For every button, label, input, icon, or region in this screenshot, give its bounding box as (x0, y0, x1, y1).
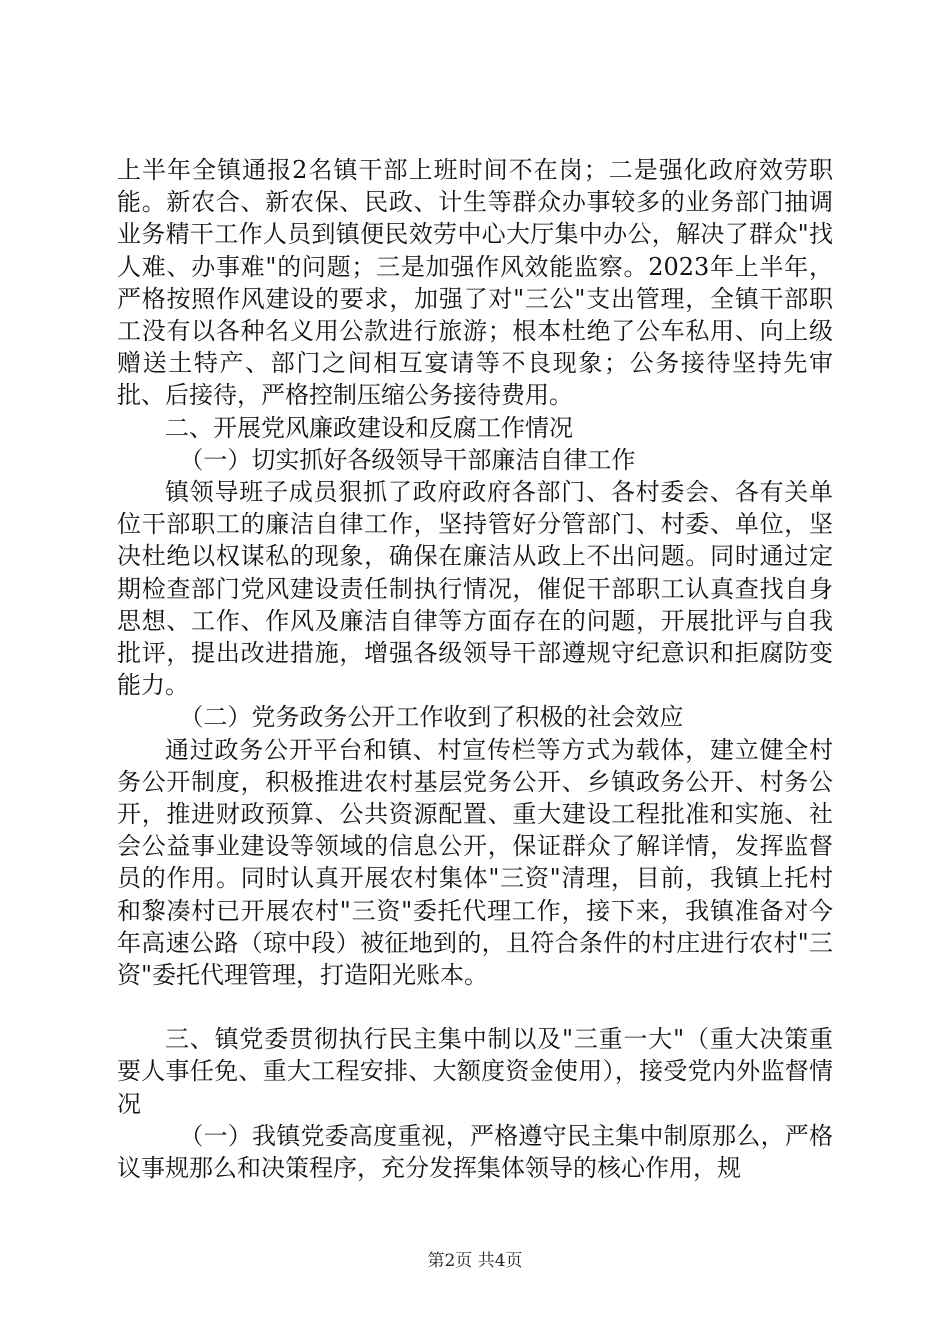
paragraph-gap (117, 991, 833, 1023)
subsection-heading-2-1: （一）切实抓好各级领导干部廉洁自律工作 (179, 445, 636, 474)
page-number: 第2页 共4页 (427, 1251, 523, 1271)
paragraph-integrity: 镇领导班子成员狠抓了政府政府各部门、各村委会、各有关单位干部职工的廉洁自律工作，坚持管好分管部门、村委、单位，坚决杜绝以权谋私的现象，确保在廉洁从政上不出问题。同时通过定期检查部门党风建设责任制执行情况，催促干部职工认真查找自身思想、工作、作风及廉洁自律等方面存在的问题，开展批评与自我批评，提出改进措施，增强各级领导干部遵规守纪意识和拒腐防变能力。 (117, 478, 833, 700)
document-body (117, 154, 833, 1184)
subsection-heading-2-2: （二）党务政务公开工作收到了积极的社会效应 (179, 703, 684, 732)
section-heading-2: 二、开展党风廉政建设和反腐工作情况 (165, 413, 573, 442)
paragraph-disclosure: 通过政务公开平台和镇、村宣传栏等方式为载体，建立健全村务公开制度，积极推进农村基层党务公开、乡镇政务公开、村务公开，推进财政预算、公共资源配置、重大建设工程批准和实施、社会公益事业建设等领域的信息公开，保证群众了解详情，发挥监督员的作用。同时认真开展农村集体"三资"清理，目前，我镇上托村和黎凑村已开展农村"三资"委托代理工作，接下来，我镇准备对今年高速公路（琼中段）被征地到的，且符合条件的村庄进行农村"三资"委托代理管理，打造阳光账本。 (117, 735, 833, 990)
paragraph-continuation: 上半年全镇通报2名镇干部上班时间不在岗；二是强化政府效劳职能。新农合、新农保、民政、计生等群众办事较多的业务部门抽调业务精干工作人员到镇便民效劳中心大厅集中办公，解决了群众"找人难、办事难"的问题；三是加强作风效能监察。2023年上半年，严格按照作风建设的要求，加强了对"三公"支出管理，全镇干部职工没有以各种名义用公款进行旅游；根本杜绝了公车私用、向上级赠送土特产、部门之间相互宴请等不良现象；公务接待坚持先审批、后接待，严格控制压缩公务接待费用。 (117, 156, 833, 410)
paragraph-democratic-centralism: （一）我镇党委高度重视，严格遵守民主集中制原那么，严格议事规那么和决策程序，充分发挥集体领导的核心作用，规 (117, 1121, 833, 1183)
section-heading-3: 三、镇党委贯彻执行民主集中制以及"三重一大"（重大决策重要人事任免、重大工程安排、大额度资金使用），接受党内外监督情况 (117, 1025, 833, 1118)
